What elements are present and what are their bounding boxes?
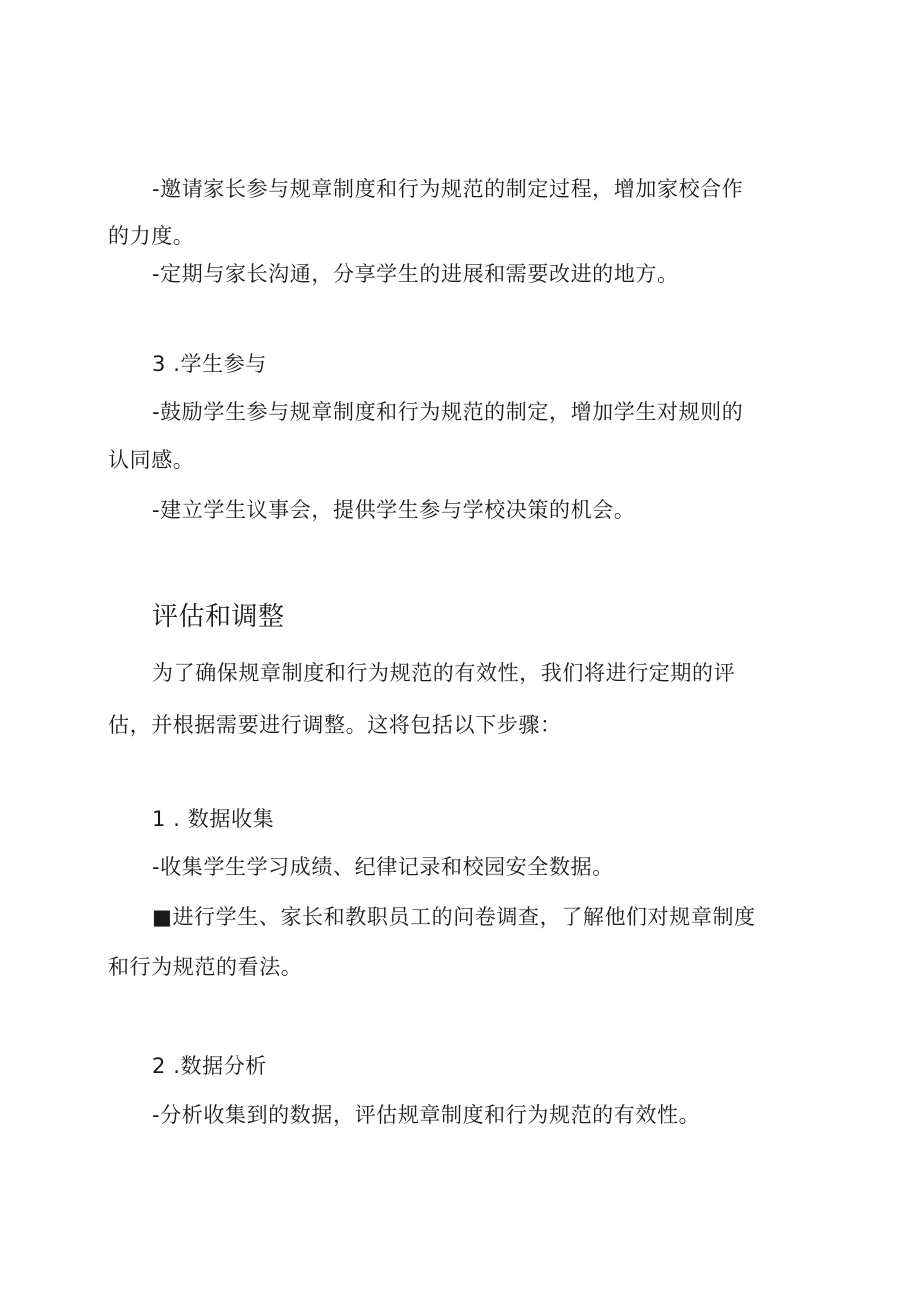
paragraph-line: -收集学生学习成绩、纪律记录和校园安全数据。: [152, 855, 614, 879]
paragraph-line: 认同感。: [108, 448, 195, 472]
section-heading: 评估和调整: [152, 602, 285, 632]
paragraph-line: -定期与家长沟通，分享学生的进展和需要改进的地方。: [152, 262, 679, 286]
subsection-title: 2 .数据分析: [152, 1054, 267, 1078]
paragraph-line: -鼓励学生参与规章制度和行为规范的制定，增加学生对规则的: [152, 400, 744, 424]
paragraph-line: 和行为规范的看法。: [108, 955, 303, 979]
paragraph-line: 估，并根据需要进行调整。这将包括以下步骤：: [108, 713, 562, 737]
subsection-title: 1 . 数据收集: [152, 807, 275, 831]
paragraph-line: -邀请家长参与规章制度和行为规范的制定过程，增加家校合作: [152, 177, 744, 201]
paragraph-line: -分析收集到的数据，评估规章制度和行为规范的有效性。: [152, 1103, 701, 1127]
paragraph-line: ■进行学生、家长和教职员工的问卷调查，了解他们对规章制度: [152, 905, 756, 929]
subsection-title: 3 .学生参与: [152, 352, 267, 376]
paragraph-line: -建立学生议事会，提供学生参与学校决策的机会。: [152, 498, 636, 522]
paragraph-line: 的力度。: [108, 224, 195, 248]
paragraph-line: 为了确保规章制度和行为规范的有效性，我们将进行定期的评: [152, 661, 736, 685]
